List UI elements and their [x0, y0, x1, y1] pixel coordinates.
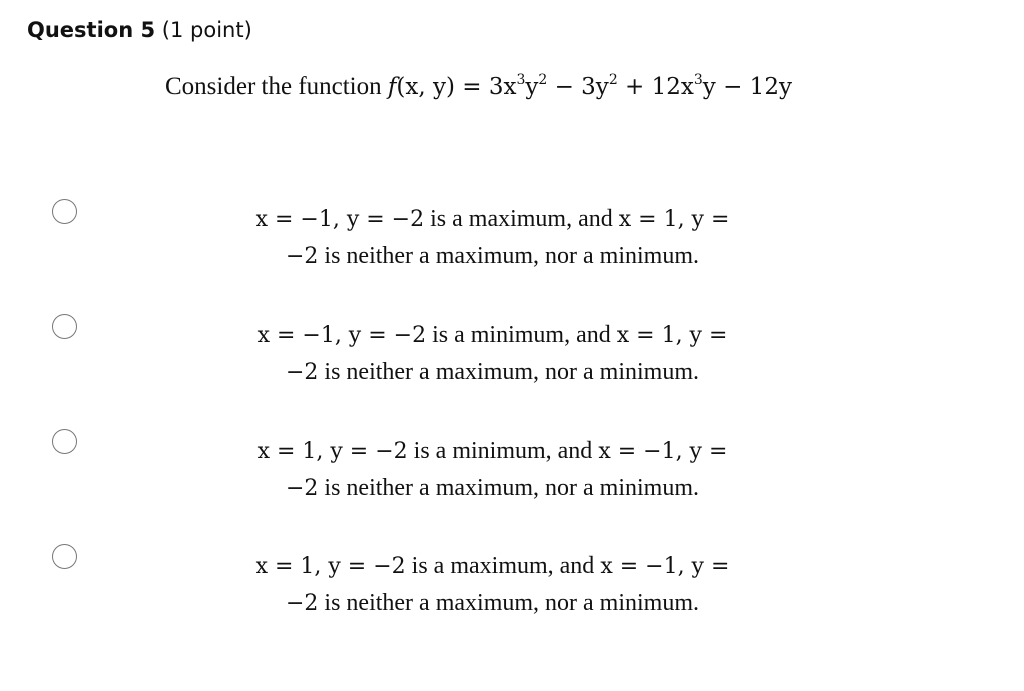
question-points: (1 point) — [161, 18, 252, 42]
option-3-point1: x = 1, y = −2 — [257, 439, 408, 464]
option-3-kind: is a minimum, and — [407, 438, 599, 464]
option-2-point1: x = −1, y = −2 — [257, 323, 427, 348]
stem-exp2: 2 — [538, 72, 548, 88]
question-title: Question 5 — [27, 18, 156, 42]
question-header — [27, 16, 252, 44]
option-2-label[interactable] — [200, 317, 785, 391]
option-2-kind: is a minimum, and — [426, 322, 617, 348]
stem-exp3: 2 — [608, 72, 618, 88]
option-2-tail: is neither a maximum, nor a minimum. — [318, 359, 700, 385]
option-2-radio[interactable] — [52, 314, 77, 339]
option-3-point2a: x = −1, y = — [598, 439, 728, 464]
stem-t3: + 12x — [617, 74, 694, 100]
option-3-point2b: −2 — [285, 476, 319, 501]
option-4-point2b: −2 — [285, 591, 319, 616]
option-1-label[interactable] — [200, 201, 785, 275]
option-2-point2b: −2 — [285, 360, 319, 385]
option-4-tail: is neither a maximum, nor a minimum. — [318, 590, 700, 616]
option-3-radio[interactable] — [52, 429, 77, 454]
option-1-radio[interactable] — [52, 199, 77, 224]
option-3-label[interactable] — [200, 433, 785, 507]
option-3-tail: is neither a maximum, nor a minimum. — [318, 475, 700, 501]
stem-function — [388, 74, 792, 100]
question-stem — [165, 71, 792, 103]
stem-lead: Consider the function — [165, 73, 382, 100]
option-4-kind: is a maximum, and — [405, 553, 601, 579]
option-1-tail: is neither a maximum, nor a minimum. — [318, 243, 700, 269]
option-2-point2a: x = 1, y = — [616, 323, 728, 348]
option-1-point2b: −2 — [285, 244, 319, 269]
stem-fargs: (x, y) = 3x — [396, 74, 517, 100]
stem-t2: − 3y — [547, 74, 609, 100]
option-4-point1: x = 1, y = −2 — [255, 554, 406, 579]
option-1-point2a: x = 1, y = — [618, 207, 730, 232]
option-1-point1: x = −1, y = −2 — [255, 207, 425, 232]
stem-t4: y − 12y — [702, 74, 792, 100]
option-4-point2a: x = −1, y = — [600, 554, 730, 579]
stem-fname: f — [387, 74, 397, 100]
stem-t1b: y — [525, 74, 539, 100]
option-4-label[interactable] — [200, 548, 785, 622]
option-1-kind: is a maximum, and — [424, 206, 619, 232]
stem-exp4: 3 — [693, 72, 703, 88]
option-4-radio[interactable] — [52, 544, 77, 569]
stem-exp1: 3 — [516, 72, 526, 88]
